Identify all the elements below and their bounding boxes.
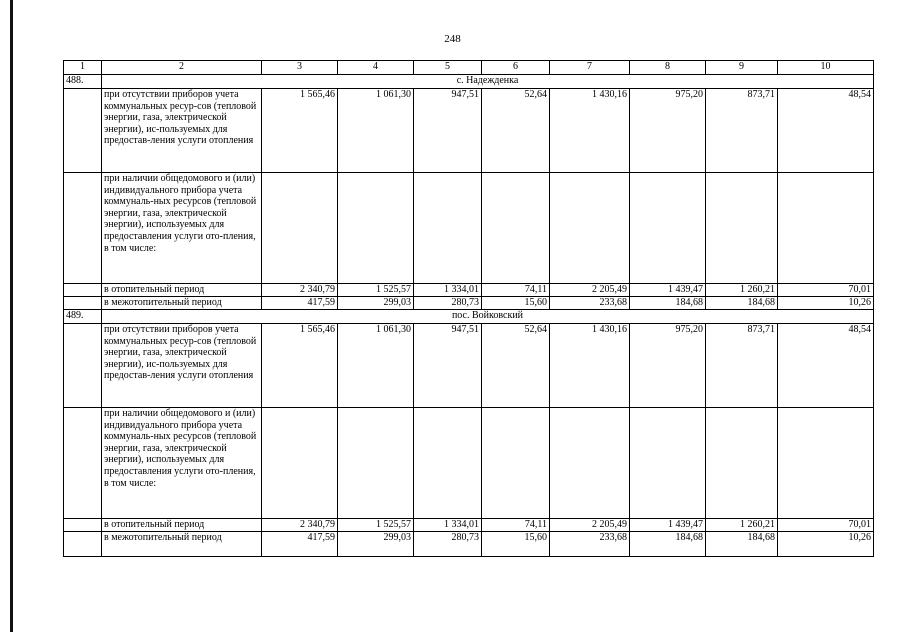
value-cell: 2 205,49 <box>550 519 630 532</box>
value-cell: 184,68 <box>706 297 778 310</box>
value-cell: 15,60 <box>482 297 550 310</box>
value-cell <box>482 408 550 519</box>
row-label: при наличии общедомового и (или) индивидуального прибора учета коммуналь-ных ресурсов (тепловой энергии, газа, электрической энергии), используемых для предоставления услуги ото-пления, в том числе: <box>102 408 262 519</box>
empty-cell <box>64 324 102 408</box>
section-number: 489. <box>64 310 102 324</box>
header-cell: 4 <box>338 61 414 75</box>
value-cell: 10,26 <box>778 532 874 557</box>
empty-cell <box>64 297 102 310</box>
header-cell: 10 <box>778 61 874 75</box>
header-cell: 5 <box>414 61 482 75</box>
section-number: 488. <box>64 75 102 89</box>
value-cell <box>338 408 414 519</box>
value-cell: 2 205,49 <box>550 284 630 297</box>
table-row <box>64 297 874 310</box>
value-cell: 1 061,30 <box>338 89 414 173</box>
value-cell: 1 334,01 <box>414 519 482 532</box>
row-label: в межотопительный период <box>102 532 262 557</box>
value-cell <box>630 408 706 519</box>
table-row <box>64 532 874 557</box>
table-row <box>64 284 874 297</box>
value-cell: 280,73 <box>414 532 482 557</box>
value-cell: 70,01 <box>778 284 874 297</box>
value-cell: 48,54 <box>778 89 874 173</box>
value-cell: 74,11 <box>482 284 550 297</box>
value-cell: 299,03 <box>338 297 414 310</box>
value-cell: 975,20 <box>630 89 706 173</box>
value-cell: 1 260,21 <box>706 519 778 532</box>
value-cell: 873,71 <box>706 89 778 173</box>
value-cell: 1 525,57 <box>338 519 414 532</box>
header-cell: 3 <box>262 61 338 75</box>
value-cell: 1 334,01 <box>414 284 482 297</box>
empty-cell <box>64 173 102 284</box>
value-cell: 1 565,46 <box>262 324 338 408</box>
value-cell: 1 430,16 <box>550 324 630 408</box>
page-number: 248 <box>444 33 461 45</box>
header-cell: 1 <box>64 61 102 75</box>
empty-cell <box>64 89 102 173</box>
value-cell <box>262 408 338 519</box>
value-cell <box>778 173 874 284</box>
table-row <box>64 89 874 173</box>
value-cell: 15,60 <box>482 532 550 557</box>
row-label: в отопительный период <box>102 284 262 297</box>
table-row <box>64 408 874 519</box>
value-cell: 975,20 <box>630 324 706 408</box>
value-cell: 2 340,79 <box>262 284 338 297</box>
value-cell <box>414 408 482 519</box>
value-cell: 1 260,21 <box>706 284 778 297</box>
value-cell: 52,64 <box>482 324 550 408</box>
value-cell: 233,68 <box>550 532 630 557</box>
row-label: в отопительный период <box>102 519 262 532</box>
row-label: в межотопительный период <box>102 297 262 310</box>
left-margin-bar <box>10 0 13 632</box>
value-cell: 873,71 <box>706 324 778 408</box>
header-cell: 8 <box>630 61 706 75</box>
value-cell <box>630 173 706 284</box>
header-cell: 6 <box>482 61 550 75</box>
value-cell: 1 061,30 <box>338 324 414 408</box>
value-cell <box>550 173 630 284</box>
value-cell: 48,54 <box>778 324 874 408</box>
section-row <box>64 310 874 324</box>
header-cell: 7 <box>550 61 630 75</box>
table-row <box>64 519 874 532</box>
tariff-table <box>63 60 874 557</box>
empty-cell <box>64 532 102 557</box>
value-cell: 299,03 <box>338 532 414 557</box>
row-label: при наличии общедомового и (или) индивидуального прибора учета коммуналь-ных ресурсов (тепловой энергии, газа, электрической энергии), используемых для предоставления услуги ото-пления, в том числе: <box>102 173 262 284</box>
value-cell: 1 565,46 <box>262 89 338 173</box>
empty-cell <box>64 408 102 519</box>
row-label: при отсутствии приборов учета коммунальных ресур-сов (тепловой энергии, газа, электрической энергии), ис-пользуемых для предостав-ления услуги отопления <box>102 89 262 173</box>
value-cell: 280,73 <box>414 297 482 310</box>
value-cell: 1 439,47 <box>630 519 706 532</box>
value-cell: 184,68 <box>706 532 778 557</box>
value-cell: 417,59 <box>262 297 338 310</box>
value-cell: 417,59 <box>262 532 338 557</box>
header-row <box>64 61 874 75</box>
value-cell <box>262 173 338 284</box>
value-cell: 10,26 <box>778 297 874 310</box>
value-cell <box>414 173 482 284</box>
value-cell: 233,68 <box>550 297 630 310</box>
value-cell: 184,68 <box>630 532 706 557</box>
value-cell: 1 525,57 <box>338 284 414 297</box>
value-cell <box>706 408 778 519</box>
value-cell: 1 430,16 <box>550 89 630 173</box>
value-cell: 70,01 <box>778 519 874 532</box>
empty-cell <box>64 284 102 297</box>
value-cell <box>778 408 874 519</box>
value-cell <box>482 173 550 284</box>
header-cell: 2 <box>102 61 262 75</box>
value-cell <box>550 408 630 519</box>
empty-cell <box>64 519 102 532</box>
value-cell: 947,51 <box>414 89 482 173</box>
value-cell: 947,51 <box>414 324 482 408</box>
value-cell: 74,11 <box>482 519 550 532</box>
table-row <box>64 324 874 408</box>
settlement-name: пос. Войковский <box>102 310 874 324</box>
table-row <box>64 173 874 284</box>
section-row <box>64 75 874 89</box>
header-cell: 9 <box>706 61 778 75</box>
value-cell <box>706 173 778 284</box>
value-cell: 184,68 <box>630 297 706 310</box>
value-cell <box>338 173 414 284</box>
settlement-name: с. Надежденка <box>102 75 874 89</box>
row-label: при отсутствии приборов учета коммунальных ресур-сов (тепловой энергии, газа, электрической энергии), ис-пользуемых для предостав-ления услуги отопления <box>102 324 262 408</box>
value-cell: 2 340,79 <box>262 519 338 532</box>
value-cell: 1 439,47 <box>630 284 706 297</box>
value-cell: 52,64 <box>482 89 550 173</box>
